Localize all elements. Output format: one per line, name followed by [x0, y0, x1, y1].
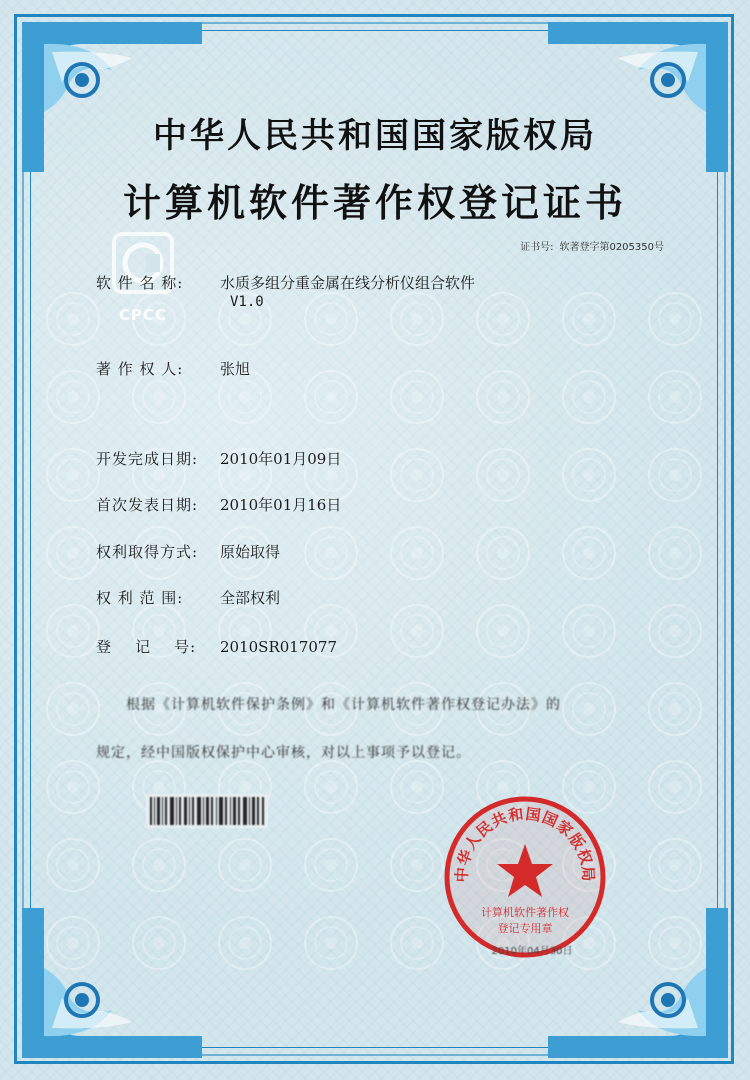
- official-seal: [440, 792, 610, 962]
- software-version: V1.0: [230, 294, 264, 310]
- field-pub-date: [96, 494, 341, 515]
- barcode: [146, 794, 268, 828]
- software-name-label: 软 件 名 称:: [96, 274, 184, 292]
- seal-ring-text: 中华人民共和国国家版权局: [452, 804, 598, 883]
- statement-line-1: 根据《计算机软件保护条例》和《计算机软件著作权登记办法》的: [126, 697, 561, 713]
- pub-date-value: 2010年01月16日: [220, 496, 342, 514]
- field-software-name: [96, 272, 476, 310]
- dev-date-value: 2010年01月09日: [220, 450, 342, 468]
- dev-date-label: 开发完成日期:: [96, 450, 199, 468]
- owner-value: 张旭: [220, 360, 251, 378]
- seal-inner-line-2: 登记专用章: [497, 922, 553, 935]
- registration-number-label: 登 记 号:: [96, 638, 197, 656]
- rights-scope-value: 全部权利: [220, 589, 281, 607]
- acquire-method-value: 原始取得: [220, 543, 281, 561]
- pub-date-label: 首次发表日期:: [96, 496, 199, 514]
- corner-ornament-bottom-left: [22, 908, 202, 1058]
- rights-scope-label: 权 利 范 围:: [96, 589, 184, 607]
- field-dev-date: [96, 448, 341, 469]
- certificate-number-value: 软著登字第0205350号: [559, 242, 664, 253]
- statement-line-2: 规定，经中国版权保护中心审核，对以上事项予以登记。: [96, 745, 471, 761]
- software-name-value: 水质多组分重金属在线分析仪组合软件: [220, 274, 476, 292]
- field-rights-scope: [96, 587, 280, 608]
- issuer-title: 中华人民共和国国家版权局: [153, 116, 597, 156]
- owner-label: 著 作 权 人:: [96, 360, 184, 378]
- watermark-pattern: [30, 280, 718, 980]
- acquire-method-label: 权利取得方式:: [96, 543, 199, 561]
- seal-date: 2010年04月30日: [491, 946, 573, 957]
- seal-inner-line-1: 计算机软件著作权: [481, 906, 569, 919]
- field-acquire-method: [96, 541, 280, 562]
- field-registration-number: [96, 636, 337, 657]
- field-owner: [96, 358, 250, 379]
- certificate-title: 计算机软件著作权登记证书: [122, 181, 627, 225]
- cpcc-logo-text: CPCC: [118, 306, 168, 324]
- certificate-number-label: 证书号:: [520, 242, 554, 253]
- certificate-number: [514, 238, 664, 253]
- registration-number-value: 2010SR017077: [220, 638, 338, 656]
